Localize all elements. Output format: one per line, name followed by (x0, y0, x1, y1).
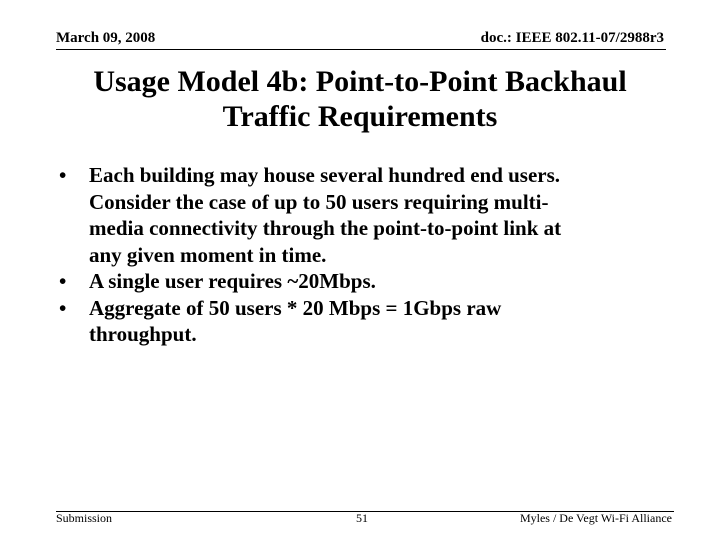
slide-title (40, 64, 680, 134)
slide-title-line: Usage Model 4b: Point-to-Point Backhaul (93, 65, 627, 98)
bullet-text-line: media connectivity through the point-to-point link at (89, 216, 562, 240)
footer-page-number: 51 (356, 511, 368, 525)
bullet-text-line: Consider the case of up to 50 users requiring multi- (89, 189, 549, 214)
header-divider (56, 49, 666, 50)
footer-authors: Myles / De Vegt Wi-Fi Alliance (519, 511, 672, 525)
bullet-dot-icon: • (59, 269, 67, 293)
bullet-text-line: Each building may house several hundred end users. (89, 163, 561, 187)
slide-title-line: Traffic Requirements (222, 100, 498, 133)
bullet-text-line: any given moment in time. (89, 242, 327, 267)
footer-submission: Submission (56, 511, 113, 525)
bullet-text-line: throughput. (89, 322, 197, 346)
bullet-item (56, 295, 656, 348)
bullet-list (56, 162, 656, 348)
bullet-dot-icon: • (59, 163, 67, 187)
bullet-item (56, 268, 656, 295)
header-doc-id: doc.: IEEE 802.11-07/2988r3 (480, 30, 664, 46)
bullet-text-line: Aggregate of 50 users * 20 Mbps = 1Gbps raw (89, 295, 502, 320)
bullet-item (56, 162, 656, 268)
bullet-dot-icon: • (59, 295, 67, 320)
header-date: March 09, 2008 (56, 30, 156, 46)
bullet-text-line: A single user requires ~20Mbps. (89, 269, 376, 293)
